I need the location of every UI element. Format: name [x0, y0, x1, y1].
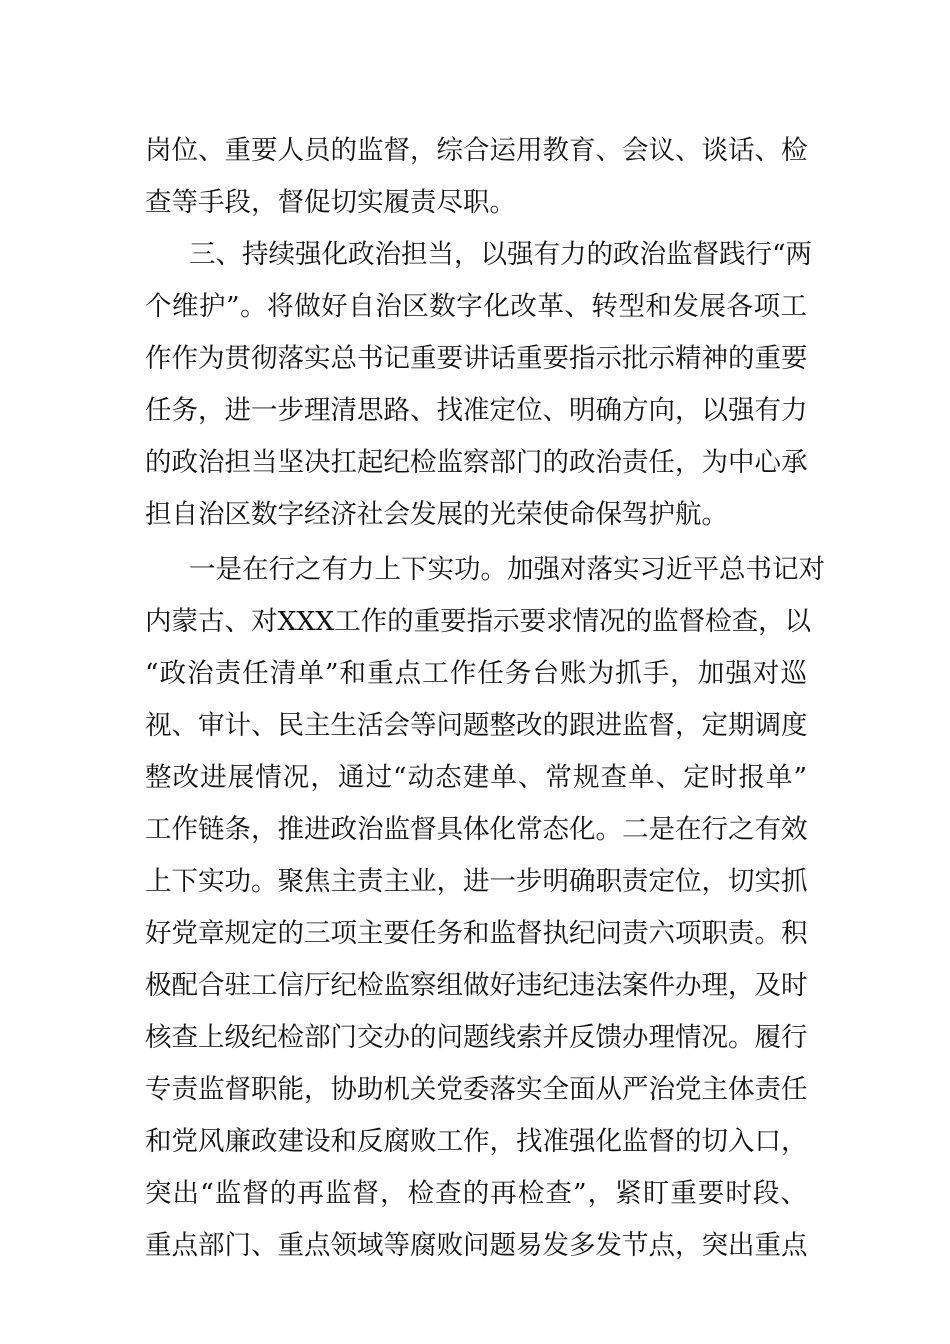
text-line-2: 查等手段，督促切实履责尽职。: [145, 187, 516, 218]
text-line-8: 担自治区数字经济社会发展的光荣使命保驾护航。: [145, 499, 728, 530]
text-line-1: 岗位、重要人员的监督，综合运用教育、会议、谈话、检: [145, 135, 808, 166]
text-line-5: 作作为贯彻落实总书记重要讲话重要指示批示精神的重要: [145, 343, 808, 374]
text-line-3: 三、持续强化政治担当，以强有力的政治监督践行“两: [189, 239, 813, 270]
text-line-6: 任务，进一步理清思路、找准定位、明确方向，以强有力: [145, 395, 808, 426]
text-line-12: 视、审计、民主生活会等问题整改的跟进监督，定期调度: [145, 710, 808, 741]
text-line-11: “政治责任清单”和重点工作任务台账为抓手，加强对巡: [145, 658, 807, 689]
text-line-14: 工作链条，推进政治监督具体化常态化。二是在行之有效: [145, 814, 808, 845]
text-line-15: 上下实功。聚焦主责主业，进一步明确职责定位，切实抓: [145, 866, 808, 897]
text-line-17: 极配合驻工信厅纪检监察组做好违纪违法案件办理，及时: [145, 970, 808, 1001]
text-line-22: 重点部门、重点领域等腐败问题易发多发节点，突出重点: [145, 1230, 808, 1261]
text-line-7: 的政治担当坚决扛起纪检监察部门的政治责任，为中心承: [145, 447, 808, 478]
text-line-18: 核查上级纪检部门交办的问题线索并反馈办理情况。履行: [145, 1022, 808, 1053]
text-line-21: 突出“监督的再监督，检查的再检查”，紧盯重要时段、: [145, 1178, 807, 1209]
text-line-10: 内蒙古、对XXX工作的重要指示要求情况的监督检查，以: [145, 606, 812, 637]
text-line-19: 专责监督职能，协助机关党委落实全面从严治党主体责任: [145, 1074, 808, 1105]
text-line-4: 个维护”。将做好自治区数字化改革、转型和发展各项工: [145, 291, 807, 322]
text-line-16: 好党章规定的三项主要任务和监督执纪问责六项职责。积: [145, 918, 808, 949]
text-line-9: 一是在行之有力上下实功。加强对落实习近平总书记对: [189, 554, 825, 585]
text-line-20: 和党风廉政建设和反腐败工作，找准强化监督的切入口，: [145, 1126, 808, 1157]
text-line-13: 整改进展情况，通过“动态建单、常规查单、定时报单”: [145, 762, 807, 793]
